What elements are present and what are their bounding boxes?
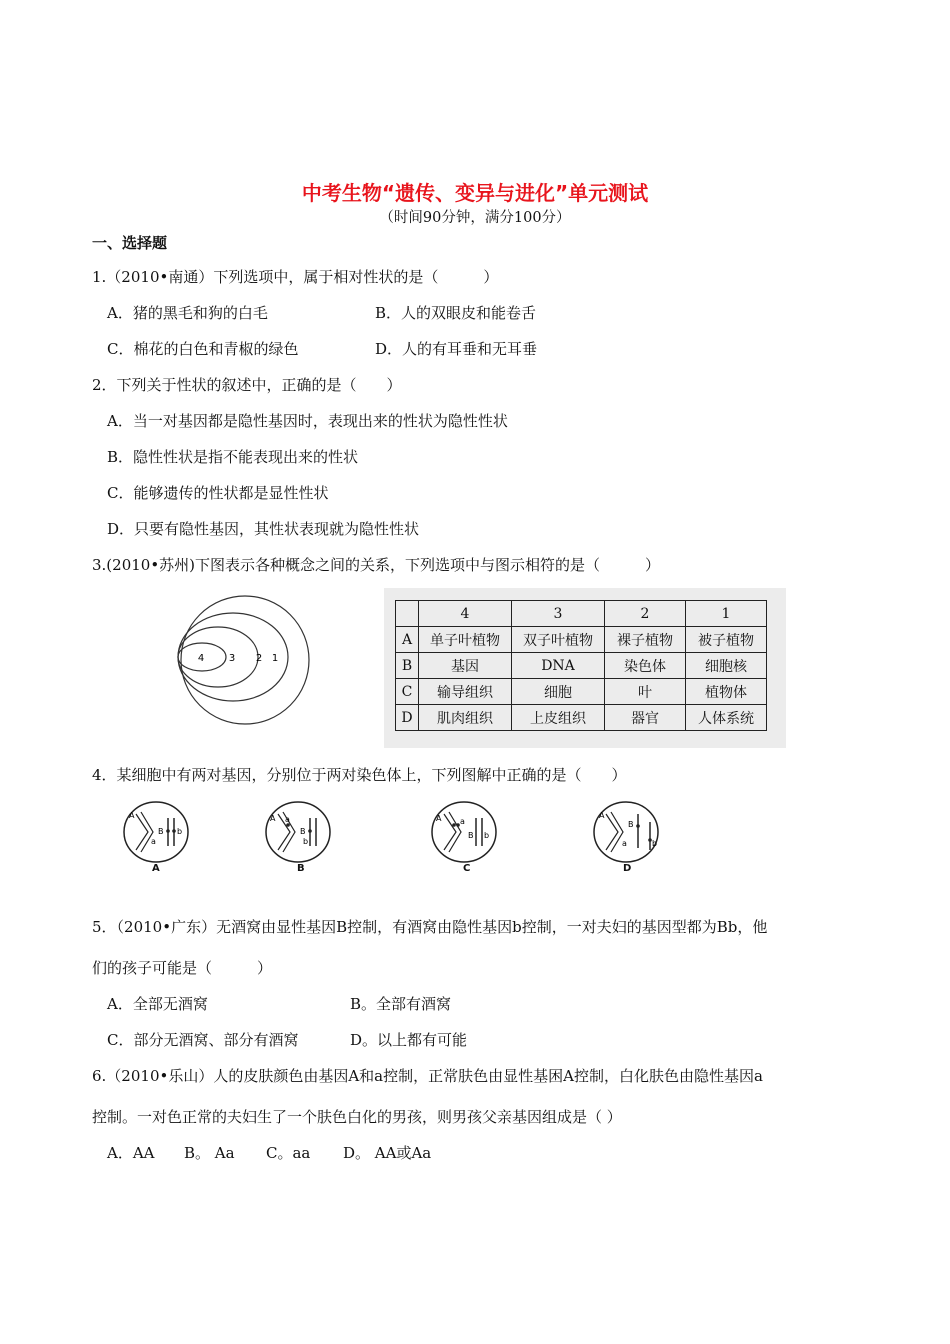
table-cell: 1 bbox=[686, 601, 767, 627]
table-cell: 3 bbox=[512, 601, 605, 627]
table-cell: DNA bbox=[512, 653, 605, 679]
table-cell: 叶 bbox=[605, 679, 686, 705]
table-header-row bbox=[396, 601, 767, 627]
question-1-stem: 1.（2010•南通）下列选项中，属于相对性状的是（ ） bbox=[92, 268, 499, 286]
table-cell: 植物体 bbox=[686, 679, 767, 705]
cell-figure-b bbox=[262, 798, 337, 868]
question-5-stem-line-1: 5．（2010•广东）无酒窝由显性基因B控制，有酒窝由隐性基因b控制，一对夫妇的基因型都为Bb，他 bbox=[92, 918, 768, 936]
table-cell: A bbox=[396, 627, 419, 653]
table-cell: 2 bbox=[605, 601, 686, 627]
cell-figure-a bbox=[120, 798, 195, 868]
question-2-option-b: B．隐性性状是指不能表现出来的性状 bbox=[107, 448, 359, 466]
question-6-option-a: A．AA bbox=[107, 1144, 155, 1162]
table-row bbox=[396, 679, 767, 705]
svg-text:a: a bbox=[622, 839, 627, 848]
svg-text:b: b bbox=[303, 837, 309, 846]
table-row bbox=[396, 627, 767, 653]
table-cell: 肌肉组织 bbox=[419, 705, 512, 731]
question-6-option-b: B。 Aa bbox=[184, 1144, 235, 1162]
table-cell: 染色体 bbox=[605, 653, 686, 679]
question-2-option-a: A．当一对基因都是隐性基因时，表现出来的性状为隐性性状 bbox=[107, 412, 508, 430]
table-cell: 器官 bbox=[605, 705, 686, 731]
svg-text:A: A bbox=[270, 814, 276, 823]
svg-text:B: B bbox=[468, 831, 474, 840]
svg-text:A: A bbox=[436, 814, 442, 823]
diagram-label-1: 1 bbox=[271, 653, 279, 664]
table-cell: 4 bbox=[419, 601, 512, 627]
figure-label-b: B bbox=[297, 863, 305, 874]
section-heading: 一、选择题 bbox=[92, 234, 168, 252]
question-5-option-d: D。以上都有可能 bbox=[350, 1031, 468, 1049]
table-cell: 单子叶植物 bbox=[419, 627, 512, 653]
table-cell: B bbox=[396, 653, 419, 679]
concept-options-table bbox=[395, 600, 767, 731]
svg-text:a: a bbox=[460, 817, 465, 826]
svg-text:B: B bbox=[628, 820, 634, 829]
table-row bbox=[396, 653, 767, 679]
question-1-option-a: A．猪的黑毛和狗的白毛 bbox=[107, 304, 268, 322]
question-6-stem-line-2: 控制。一对色正常的夫妇生了一个肤色白化的男孩，则男孩父亲基因组成是（ ） bbox=[92, 1108, 622, 1126]
question-5-stem-line-2: 们的孩子可能是（ ） bbox=[92, 959, 273, 977]
question-2-option-c: C．能够遗传的性状都是显性性状 bbox=[107, 484, 329, 502]
page-subtitle: （时间90分钟，满分100分） bbox=[379, 210, 571, 226]
cell-figure-c bbox=[428, 798, 503, 868]
svg-text:a: a bbox=[285, 815, 290, 824]
figure-label-a: A bbox=[152, 863, 160, 874]
question-3-stem: 3.(2010•苏州)下图表示各种概念之间的关系，下列选项中与图示相符的是（ ） bbox=[92, 556, 661, 574]
cell-figure-d bbox=[590, 798, 665, 868]
question-1-option-d: D．人的有耳垂和无耳垂 bbox=[375, 340, 538, 358]
svg-text:A: A bbox=[599, 811, 605, 820]
figure-label-d: D bbox=[623, 863, 632, 874]
question-5-option-a: A．全部无酒窝 bbox=[107, 995, 208, 1013]
table-cell: 裸子植物 bbox=[605, 627, 686, 653]
question-4-stem: 4．某细胞中有两对基因，分别位于两对染色体上，下列图解中正确的是（ ） bbox=[92, 766, 627, 784]
concept-circle-diagram bbox=[170, 590, 320, 740]
table-cell: 细胞核 bbox=[686, 653, 767, 679]
question-6-option-c: C。aa bbox=[266, 1144, 311, 1162]
ellipse-3 bbox=[178, 627, 258, 687]
table-cell: 双子叶植物 bbox=[512, 627, 605, 653]
table-cell: 基因 bbox=[419, 653, 512, 679]
svg-text:a: a bbox=[151, 837, 156, 846]
table-row bbox=[396, 705, 767, 731]
svg-text:b: b bbox=[484, 831, 490, 840]
table-cell: 被子植物 bbox=[686, 627, 767, 653]
question-6-option-d: D。 AA或Aa bbox=[343, 1144, 432, 1162]
question-5-option-c: C．部分无酒窝、部分有酒窝 bbox=[107, 1031, 299, 1049]
svg-text:A: A bbox=[129, 811, 135, 820]
diagram-label-4: 4 bbox=[197, 653, 205, 664]
table-cell: 人体系统 bbox=[686, 705, 767, 731]
table-cell: 上皮组织 bbox=[512, 705, 605, 731]
table-cell: 输导组织 bbox=[419, 679, 512, 705]
diagram-label-2: 2 bbox=[255, 653, 263, 664]
figure-label-c: C bbox=[463, 863, 471, 874]
page-title: 中考生物“遗传、变异与进化”单元测试 bbox=[301, 181, 649, 205]
table-cell bbox=[396, 601, 419, 627]
diagram-label-3: 3 bbox=[228, 653, 236, 664]
question-2-stem: 2．下列关于性状的叙述中，正确的是（ ） bbox=[92, 376, 402, 394]
table-cell: D bbox=[396, 705, 419, 731]
svg-text:b: b bbox=[652, 839, 658, 848]
question-6-stem-line-1: 6.（2010•乐山）人的皮肤颜色由基因A和a控制，正常肤色由显性基困A控制，白化肤色由隐性基因a bbox=[92, 1067, 763, 1085]
question-2-option-d: D．只要有隐性基因，其性状表现就为隐性性状 bbox=[107, 520, 420, 538]
svg-text:B: B bbox=[158, 827, 164, 836]
question-1-option-c: C．棉花的白色和青椒的绿色 bbox=[107, 340, 299, 358]
question-5-option-b: B。全部有酒窝 bbox=[350, 995, 452, 1013]
table-cell: 细胞 bbox=[512, 679, 605, 705]
svg-text:B: B bbox=[300, 827, 306, 836]
question-1-option-b: B．人的双眼皮和能卷舌 bbox=[375, 304, 537, 322]
table-cell: C bbox=[396, 679, 419, 705]
svg-text:b: b bbox=[177, 827, 183, 836]
